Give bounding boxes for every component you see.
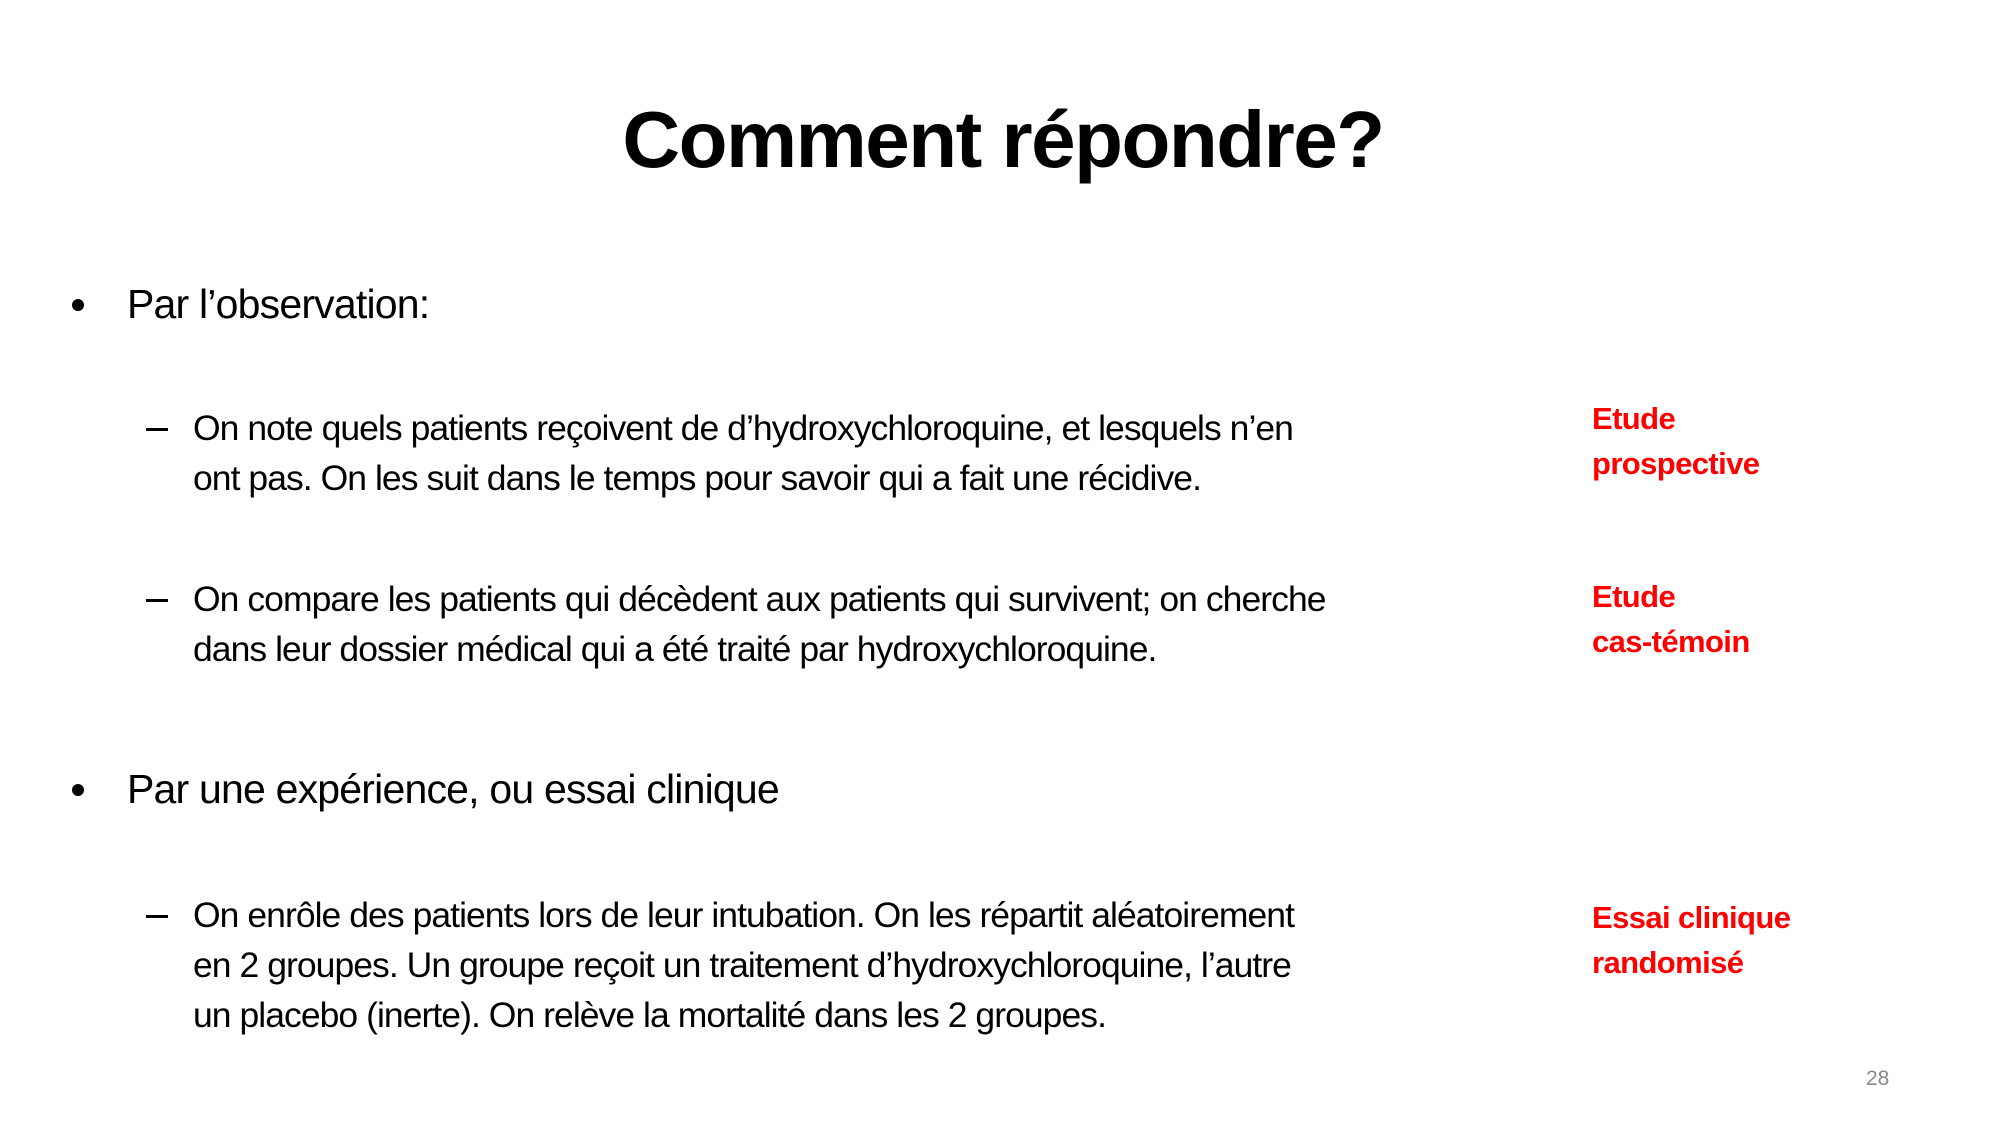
sub-item-text [193,403,1293,503]
sub-item-line: On enrôle des patients lors de leur intubation. On les répartit aléatoirement [193,895,1294,935]
slide-title: Comment répondre? [622,95,1384,184]
bullet-experiment [0,764,1600,814]
study-type-label-case-control [1592,574,1750,664]
bullet-observation [0,279,1600,329]
bullet-text: Par l’observation: [127,281,430,327]
sub-item-text [193,574,1326,674]
study-type-label-line: Etude [1592,579,1676,614]
sub-item-line: On note quels patients reçoivent de d’hydroxychloroquine, et lesquels n’en [193,408,1293,448]
study-type-label-line: Etude [1592,401,1676,436]
sub-item-line: ont pas. On les suit dans le temps pour savoir qui a fait une récidive. [193,458,1201,498]
sub-item-line: en 2 groupes. Un groupe reçoit un traitement d’hydroxychloroquine, l’autre [193,945,1291,985]
bullet-text: Par une expérience, ou essai clinique [127,766,779,812]
study-type-label-prospective [1592,396,1759,486]
sub-item-text [193,890,1294,1040]
study-type-label-randomized-trial [1592,895,1790,985]
dash-icon [146,428,168,431]
page-number: 28 [1866,1067,1890,1090]
sub-item-line: On compare les patients qui décèdent aux patients qui survivent; on cherche [193,579,1326,619]
study-type-label-line: Essai clinique [1592,900,1791,935]
dash-icon [146,915,168,918]
sub-item-line: un placebo (inerte). On relève la mortalité dans les 2 groupes. [193,995,1106,1035]
study-type-label-line: cas-témoin [1592,624,1750,659]
study-type-label-line: prospective [1592,446,1760,481]
sub-item-line: dans leur dossier médical qui a été traité par hydroxychloroquine. [193,629,1157,669]
bullet-dot-icon [72,784,84,796]
dash-icon [146,599,168,602]
bullet-dot-icon [72,299,84,311]
study-type-label-line: randomisé [1592,945,1744,980]
